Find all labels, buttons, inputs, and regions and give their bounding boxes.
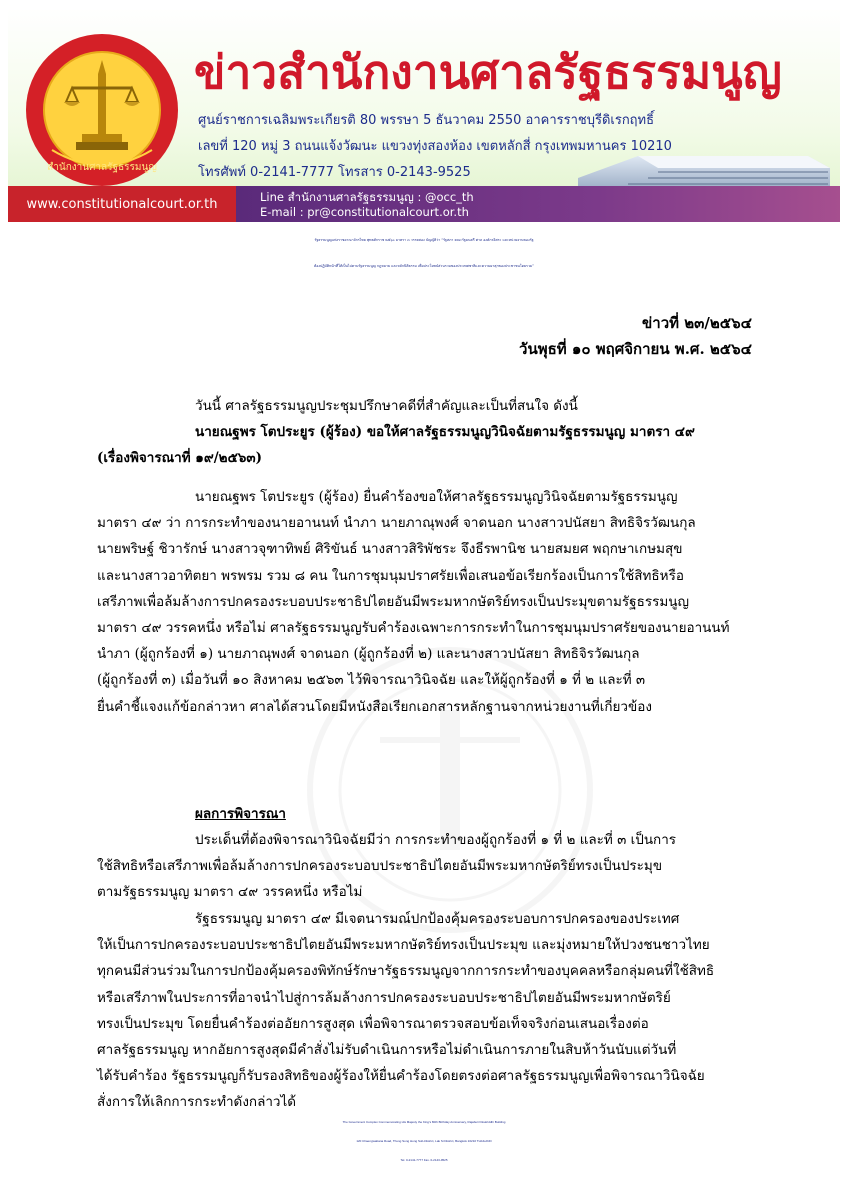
constitution-quote: ต้องปฏิบัติหน้าที่ให้เป็นไปตามรัฐธรรมนูญ กฎหมาย และหลักนิติธรรม เพื่อประโยชน์ส่วนรวมของประเทศชาติและความผาสุกของประชาชนโดยรวม” [313, 264, 535, 268]
phone-fax-line: โทรศัพท์ 0-2141-7777 โทรสาร 0-2143-9525 [198, 165, 471, 180]
paragraph-line: รัฐธรรมนูญ มาตรา ๔๙ มีเจตนารมณ์ปกป้องคุ้มครองระบอบการปกครองของประเทศ [195, 911, 680, 927]
paragraph-line: หรือเสรีภาพในประการที่อาจนำไปสู่การล้มล้างการปกครองระบอบประชาธิปไตยอันมีพระมหากษัตริย์ [97, 989, 671, 1006]
paragraph-line: นำภา (ผู้ถูกร้องที่ ๑) นายภาณุพงศ์ จาดนอก (ผู้ถูกร้องที่ ๒) และนางสาวปนัสยา สิทธิจิรวัฒนกุล [97, 646, 640, 663]
paragraph-line: ทรงเป็นประมุข โดยยื่นคำร้องต่ออัยการสูงสุด เพื่อพิจารณาตรวจสอบข้อเท็จจริงก่อนเสนอเรื่องต่อ [97, 1015, 649, 1032]
website-link[interactable]: www.constitutionalcourt.or.th [26, 196, 218, 212]
address-line: เลขที่ 120 หมู่ 3 ถนนแจ้งวัฒนะ แขวงทุ่งสองห้อง เขตหลักสี่ กรุงเทพมหานคร 10210 [198, 139, 672, 154]
paragraph-line: ทุกคนมีส่วนร่วมในการปกป้องคุ้มครองพิทักษ์รักษารัฐธรรมนูญจากการกระทำของบุคคลหรือกลุ่มคนที่ใช้สิทธิ [97, 963, 715, 980]
line-contact: Line สำนักงานศาลรัฐธรรมนูญ : @occ_th [260, 190, 474, 204]
footer-phone-en: Tel. 0-2141-7777 Fax. 0-2143-9525 [400, 1158, 448, 1162]
paragraph-line: มาตรา ๔๙ วรรคหนึ่ง หรือไม่ ศาลรัฐธรรมนูญรับคำร้องเฉพาะการกระทำในการชุมนุมปราศรัยของนายอานนท์ [97, 620, 730, 637]
paragraph-line: มาตรา ๔๙ ว่า การกระทำของนายอานนท์ นำภา นายภาณุพงศ์ จาดนอก นางสาวปนัสยา สิทธิจิรวัฒนกุล [97, 515, 696, 532]
news-number: ข่าวที่ ๒๓/๒๕๖๔ [642, 314, 752, 332]
seal-emblem [22, 30, 182, 190]
news-title: ข่าวสำนักงานศาลรัฐธรรมนูญ [194, 45, 782, 99]
section49-paragraph [97, 906, 752, 1116]
case-number: (เรื่องพิจารณาที่ ๑๙/๒๕๖๓) [97, 450, 262, 467]
footer-street-en: 120 Chaengwattana Road, Thung Song Hong Sub-District, Lak Si District, Bangkok 10210 THAILAND [356, 1139, 492, 1143]
paragraph-line: สั่งการให้เลิกการกระทำดังกล่าวได้ [97, 1094, 297, 1111]
case-title: นายณฐพร โตประยูร (ผู้ร้อง) ขอให้ศาลรัฐธรรมนูญวินิจฉัยตามรัฐธรรมนูญ มาตรา ๔๙ [195, 424, 695, 441]
paragraph-line: ใช้สิทธิหรือเสรีภาพเพื่อล้มล้างการปกครองระบอบประชาธิปไตยอันมีพระมหากษัตริย์ทรงเป็นประมุข [97, 858, 663, 875]
news-date: วันพุธที่ ๑๐ พฤศจิกายน พ.ศ. ๒๕๖๔ [519, 340, 752, 358]
paragraph-line: และนางสาวอาทิตยา พรพรม รวม ๘ คน ในการชุมนุมปราศรัยเพื่อเสนอข้อเรียกร้องเป็นการใช้สิทธิหรือ [97, 567, 684, 584]
paragraph-line: ตามรัฐธรรมนูญ มาตรา ๔๙ วรรคหนึ่ง หรือไม่ [97, 884, 363, 901]
paragraph-line: (ผู้ถูกร้องที่ ๓) เมื่อวันที่ ๑๐ สิงหาคม ๒๕๖๓ ไว้พิจารณาวินิจฉัย และให้ผู้ถูกร้องที่ ๑ ที่ ๒ และที่ ๓ [97, 672, 646, 689]
paragraph-line: นายณฐพร โตประยูร (ผู้ร้อง) ยื่นคำร้องขอให้ศาลรัฐธรรมนูญวินิจฉัยตามรัฐธรรมนูญ [195, 489, 678, 505]
case-summary-paragraph [97, 484, 752, 720]
constitution-quote: รัฐธรรมนูญแห่งราชอาณาจักรไทย พุทธศักราช ๒๕๖๐ มาตรา ๓ วรรคสอง บัญญัติว่า “รัฐสภา คณะรัฐมนตรี ศาล องค์กรอิสระ และหน่วยงานของรัฐ [314, 238, 534, 242]
paragraph-line: ยื่นคำชี้แจงแก้ข้อกล่าวหา ศาลได้สวนโดยมีหนังสือเรียกเอกสารหลักฐานจากหน่วยงานที่เกี่ยวข้อง [97, 698, 652, 715]
email-contact[interactable]: E-mail : pr@constitutionalcourt.or.th [260, 205, 469, 219]
result-heading: ผลการพิจารณา [195, 806, 286, 822]
paragraph-line: ประเด็นที่ต้องพิจารณาวินิจฉัยมีว่า การกระทำของผู้ถูกร้องที่ ๑ ที่ ๒ และที่ ๓ เป็นการ [195, 832, 677, 848]
footer-address-en: The Government Complex Commemorating His Majesty the King’s 80th Birthday Anniversary, Rajaburi Direkriddhi Building [342, 1120, 506, 1124]
contact-bar [236, 186, 840, 222]
paragraph-line: ศาลรัฐธรรมนูญ หากอัยการสูงสุดมีคำสั่งไม่รับดำเนินการหรือไม่ดำเนินการภายในสิบห้าวันนับแต่วันที่ [97, 1042, 677, 1059]
seal-text: สำนักงานศาลรัฐธรรมนูญ [47, 162, 157, 173]
website-bar [8, 186, 236, 222]
paragraph-line: เสรีภาพเพื่อล้มล้างการปกครองระบอบประชาธิปไตยอันมีพระมหากษัตริย์ทรงเป็นประมุขตามรัฐธรรมนูญ [97, 593, 689, 610]
paragraph-line: ให้เป็นการปกครองระบอบประชาธิปไตยอันมีพระมหากษัตริย์ทรงเป็นประมุข และมุ่งหมายให้ปวงชนชาวไทย [97, 937, 710, 954]
result-heading-row [97, 801, 752, 827]
issue-paragraph [97, 827, 752, 906]
court-seal-logo [22, 30, 182, 190]
intro-text: วันนี้ ศาลรัฐธรรมนูญประชุมปรึกษาคดีที่สำคัญและเป็นที่สนใจ ดังนี้ [195, 398, 578, 414]
address-line: ศูนย์ราชการเฉลิมพระเกียรติ 80 พรรษา 5 ธันวาคม 2550 อาคารราชบุรีดิเรกฤทธิ์ [198, 113, 655, 128]
paragraph-line: นายพริษฐ์ ชิวารักษ์ นางสาวจุฑาทิพย์ ศิริขันธ์ นางสาวสิริพัชระ จึงธีรพานิช นายสมยศ พฤกษาเกษมสุข [97, 541, 683, 558]
intro-section [97, 393, 752, 472]
paragraph-line: ได้รับคำร้อง รัฐธรรมนูญก็รับรองสิทธิของผู้ร้องให้ยื่นคำร้องโดยตรงต่อศาลรัฐธรรมนูญเพื่อพิจารณาวินิจฉัย [97, 1068, 705, 1085]
